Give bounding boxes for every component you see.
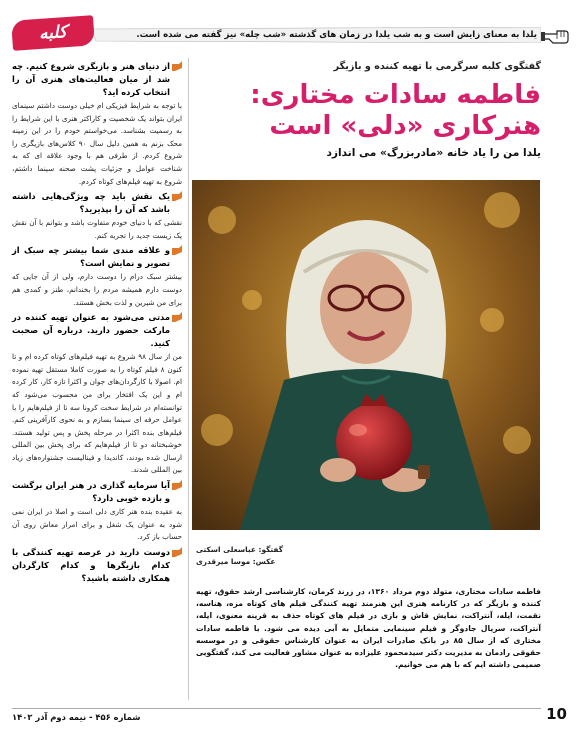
question-marker-icon	[172, 245, 182, 255]
question-text: آیا سرمایه گذاری در هنر ایران برگشت و بازده خوبی دارد؟	[12, 480, 170, 504]
column-divider	[188, 58, 189, 700]
answer: با توجه به شرایط فیزیکی ام خیلی دوست داشتم سینمای ایران بتواند یک شخصیت و کاراکتر هنری با این شرایط را به رسمیت بشناسد. می‌خواستم خودم را در این زمینه محک بزنم به همین دلیل سال ۹۰ کلاس‌های بازیگری را شروع کردم. از طرفی هم با وجود علاقه ای که به شناخت عوامل و جزئیات پشت صحنه سینما داشتم، شروع به تهیه فیلم‌های کوتاه کردم.	[12, 101, 182, 186]
question-marker-icon	[172, 547, 182, 557]
qa-block	[12, 311, 182, 477]
issue-info: شماره ۴۵۶ - نیمه دوم آذر ۱۴۰۲	[12, 712, 141, 722]
question-text: یک نقش باید چه ویژگی‌هایی داشته باشد که آن را بپذیرید؟	[12, 191, 170, 215]
interview-credit: گفتگو: عباسعلی اسکتی	[196, 545, 284, 554]
question-marker-icon	[172, 312, 182, 322]
question	[12, 546, 182, 585]
answer: به عقیده بنده هنر کاری دلی است و اصلا در ایران نمی شود به عنوان یک شغل و برای امرار معاش روی آن حساب باز کرد.	[12, 507, 182, 542]
question-marker-icon	[172, 191, 182, 201]
qa-block	[12, 190, 182, 242]
question-text: از دنیای هنر و بازیگری شروع کنیم. چه شد از میان فعالیت‌های هنری آن را انتخاب کرده اید؟	[12, 61, 170, 97]
qa-block	[12, 244, 182, 309]
question-marker-icon	[172, 480, 182, 490]
answer: بیشتر سبک درام را دوست دارم، ولی از آن جایی که دوست دارم همیشه مردم را بخندانم، طنز و کمدی هم برای من شیرین و لذت بخش هستند.	[12, 272, 182, 307]
qa-block	[12, 479, 182, 544]
headline-title-line: فاطمه سادات مختاری:	[250, 80, 541, 110]
photo-credits	[196, 544, 541, 568]
top-banner	[0, 14, 581, 58]
qa-block	[12, 60, 182, 188]
interview-column	[12, 60, 182, 700]
kolbeh-logo: کلبه	[11, 15, 95, 51]
answer: نقشی که با دنیای خودم متفاوت باشد و بتوانم با آن نقش یک زیست جدید را تجربه کنم.	[12, 218, 182, 240]
photo-credit: عکس: موسا میرقدری	[196, 557, 276, 566]
banner-text: یلدا به معنای زایش است و به شب یلدا در زمان های گذشته «شب چله» نیز گفته می شده است.	[136, 30, 537, 40]
footer-rule	[12, 708, 541, 709]
question-marker-icon	[172, 61, 182, 71]
headline-title-line: هنرکاری «دلی» است	[269, 111, 541, 141]
headline-kicker: گفتگوی کلبه سرگرمی با تهیه کننده و بازیگر	[333, 61, 541, 72]
pointing-hand-icon	[541, 22, 569, 48]
question	[12, 311, 182, 350]
headline-title	[196, 80, 541, 142]
answer: من از سال ۹۸ شروع به تهیه فیلم‌های کوتاه کرده ام و تا کنون ۸ فیلم کوتاه را به صورت کاملا مستقل تهیه نموده ام. اصولا با کارگردان‌های جوان و اکثرا تازه کار، کار کرده ام و این یک افتخار برای من محسوب می‌شود که توانسته‌ام در شرایط سخت کرونا سه تا از فیلم‌هایم را با عوامل حرفه ای سینما بسازم و به نحوی کارآفرینی کنم. فیلم‌های بنده اکثرا در مرحله پخش و پس تولید هستند. خوشبختانه دو تا از فیلم‌هایم که برای پخش بین المللی ارسال شده بودند، کاندیدا و فینالیست جشنواره‌های زیاد بین المللی شدند.	[12, 352, 182, 475]
question	[12, 479, 182, 505]
qa-block	[12, 546, 182, 585]
question	[12, 244, 182, 270]
question-text: مدتی می‌شود به عنوان تهیه کننده در مارکت حضور دارید. درباره آن صحبت کنید.	[12, 312, 170, 349]
question-text: و علاقه مندی شما بیشتر چه سبک از تصویر و نمایش است؟	[12, 245, 170, 269]
page-number: 10	[546, 705, 567, 723]
question	[12, 60, 182, 99]
intro-paragraph: فاطمه سادات مختاری، متولد دوم مرداد ۱۳۶۰، در زرند کرمان، کارشناسی ارشد حقوق، تهیه کننده و بازیگر که در کارنامه هنری این هنرمند تهیه کنندگی فیلم های کوتاه مزه، هناسه، نقمت، ایله، آنتراکت، نمایش قاش و بازی در فیلم های کوتاه حذف به قرینه معنوی، ایله، آنتراکت، سریال جادوگر و فیلم سینمایی متمایل به آبی دیده می شود. با فاطمه سادات مختاری که از سال ۸۵ در بانک صادرات ایران به عنوان کارشناس حقوقی و در موسسه حقوقی رادمان به مدیریت دکتر سیدمحمود علیزاده به عنوان مشاور فعالیت می کند، گفتگویی صمیمی داشته ایم که با هم می خوانیم.	[196, 587, 541, 670]
headline-subtitle: یلدا من را یاد خانه «مادربزرگ» می اندازد	[326, 147, 541, 159]
question	[12, 190, 182, 216]
portrait-photo	[192, 180, 540, 530]
article-headline	[196, 60, 541, 160]
question-text: دوست دارید در عرصه تهیه کنندگی با کدام بازیگرها و کدام کارگردان همکاری داشته باشید؟	[12, 546, 170, 583]
portrait-illustration	[192, 180, 540, 530]
